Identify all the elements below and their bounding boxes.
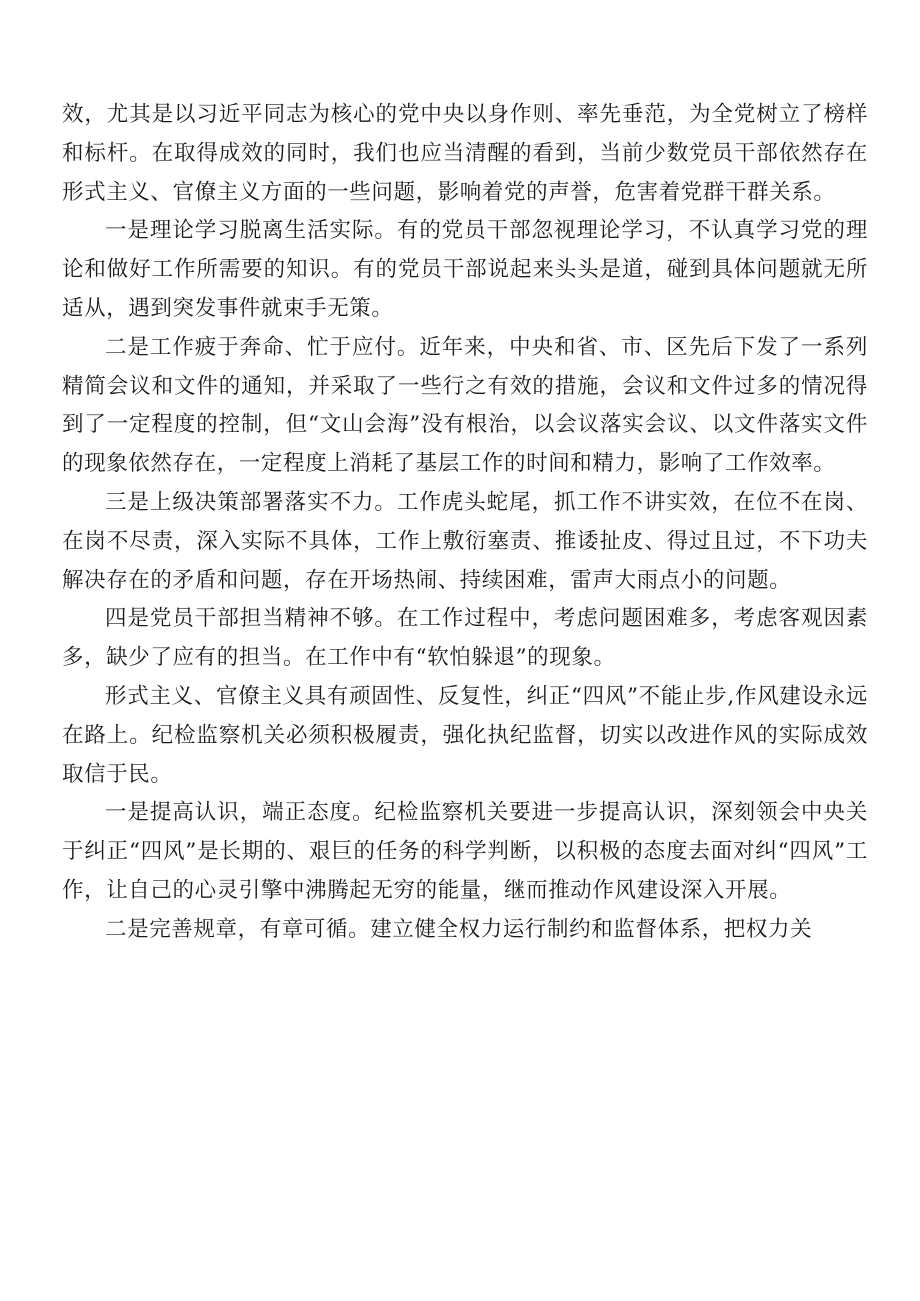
paragraph-implementation: 三是上级决策部署落实不力。工作虎头蛇尾，抓工作不讲实效，在位不在岗、在岗不尽责，深入实际不具体，工作上敷衍塞责、推诿扯皮、得过且过，不下功夫解决存在的矛盾和问题，存在开场热闹、持续困难，雷声大雨点小的问题。 (62, 489, 868, 593)
paragraph-improve-rules: 二是完善规章，有章可循。建立健全权力运行制约和监督体系，把权力关 (105, 916, 813, 942)
document-body (62, 96, 868, 950)
paragraph-raise-awareness: 一是提高认识，端正态度。纪检监察机关要进一步提高认识，深刻领会中央关于纠正“四风”是长期的、艰巨的任务的科学判断，以积极的态度去面对纠“四风”工作，让自己的心灵引擎中沸腾起无穷的能量，继而推动作风建设深入开展。 (62, 800, 868, 903)
paragraph-responsibility: 四是党员干部担当精神不够。在工作过程中，考虑问题困难多，考虑客观因素多，缺少了应有的担当。在工作中有“软怕躲退”的现象。 (62, 606, 868, 671)
paragraph-four-winds: 形式主义、官僚主义具有顽固性、反复性，纠正“四风”不能止步,作风建设永远在路上。纪检监察机关必须积极履责，强化执纪监督，切实以改进作风的实际成效取信于民。 (62, 683, 868, 787)
paragraph-work-overload: 二是工作疲于奔命、忙于应付。近年来，中央和省、市、区先后下发了一系列精简会议和文件的通知，并采取了一些行之有效的措施，会议和文件过多的情况得到了一定程度的控制，但“文山会海”没有根治，以会议落实会议、以文件落实文件的现象依然存在，一定程度上消耗了基层工作的时间和精力，影响了工作效率。 (62, 334, 868, 477)
paragraph-theory-study: 一是理论学习脱离生活实际。有的党员干部忽视理论学习，不认真学习党的理论和做好工作所需要的知识。有的党员干部说起来头头是道，碰到具体问题就无所适从，遇到突发事件就束手无策。 (62, 218, 868, 321)
paragraph-continuation: 效，尤其是以习近平同志为核心的党中央以身作则、率先垂范，为全党树立了榜样和标杆。在取得成效的同时，我们也应当清醒的看到，当前少数党员干部依然存在形式主义、官僚主义方面的一些问题，影响着党的声誉，危害着党群干群关系。 (62, 102, 868, 205)
